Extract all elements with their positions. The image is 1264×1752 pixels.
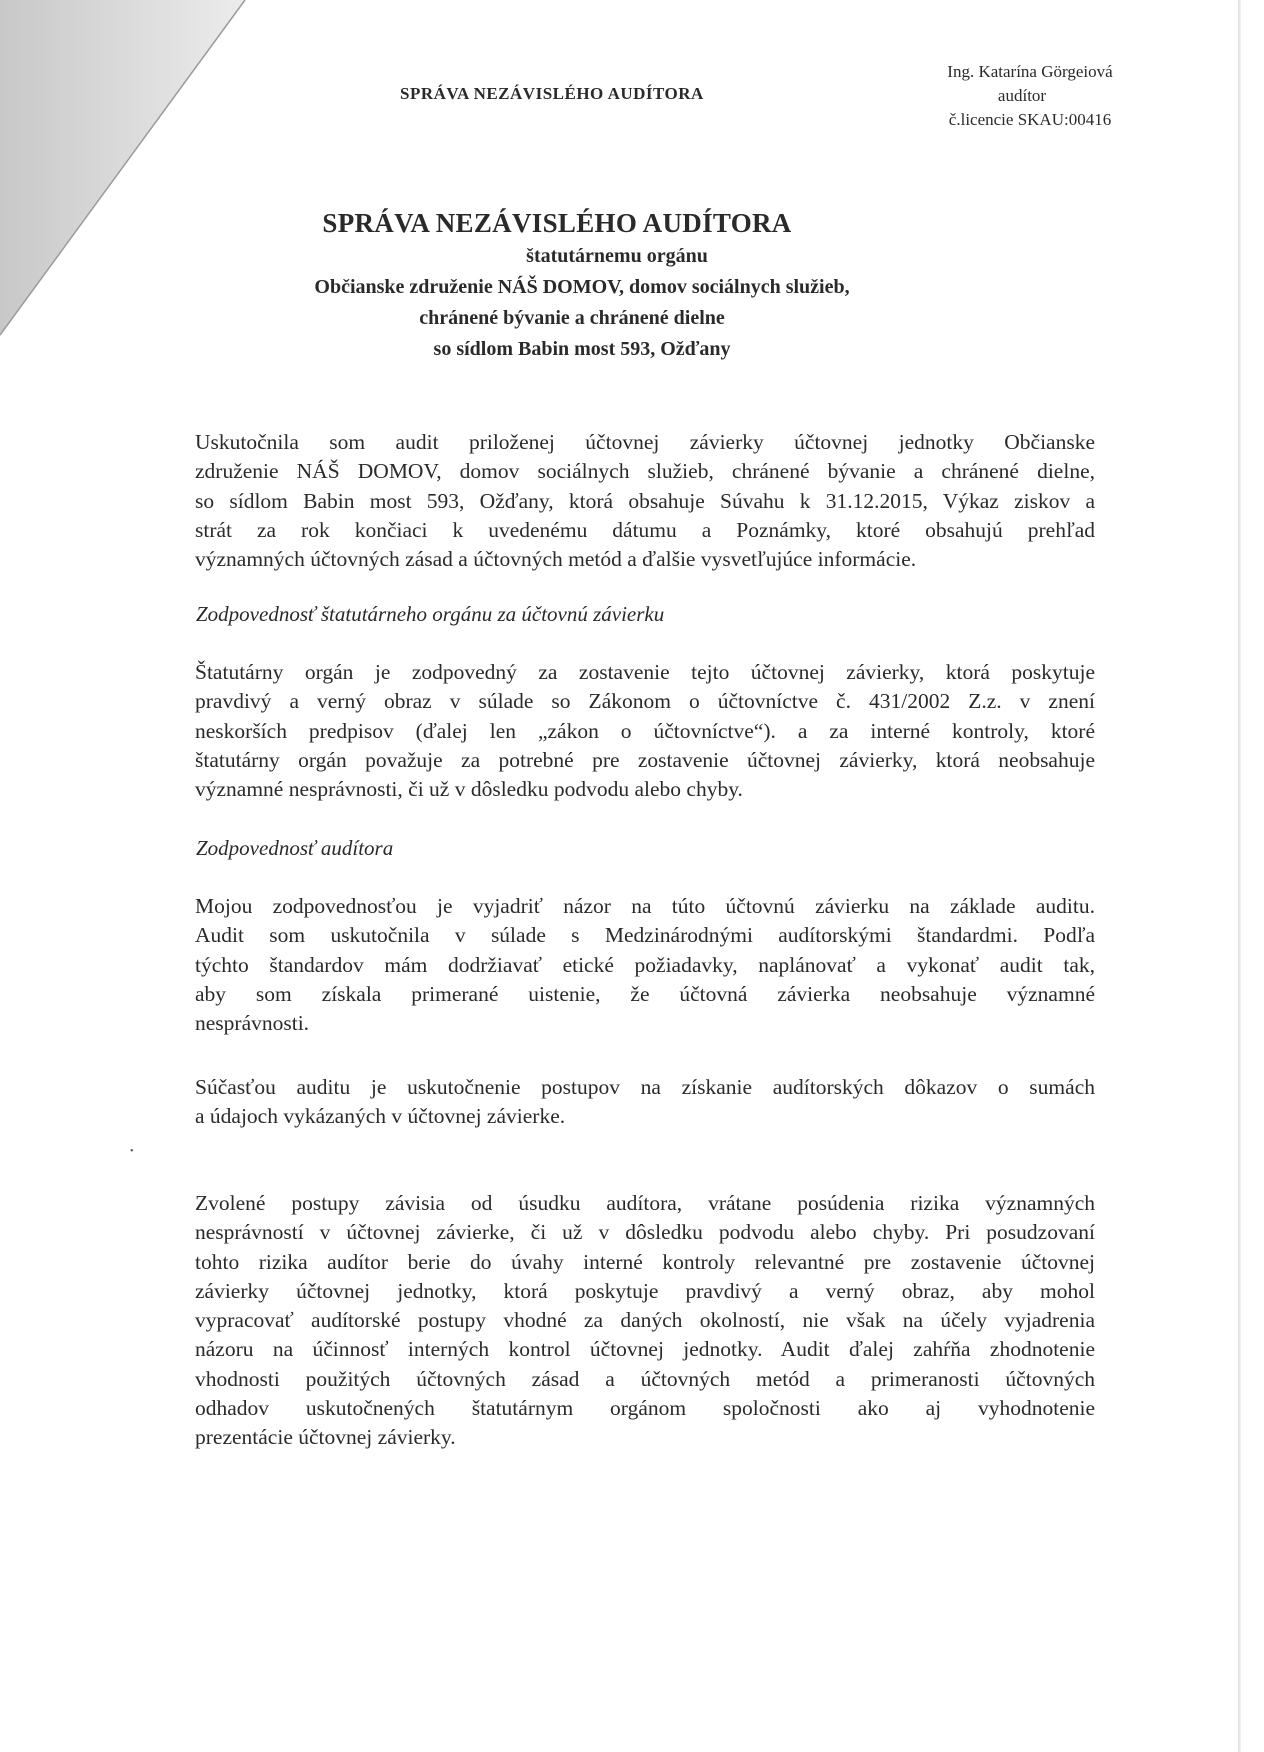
auditor-role: audítor	[997, 86, 1047, 105]
text-line: Štatutárny orgán je zodpovedný za zostavenie tejto účtovnej závierky, ktorá poskytuje	[195, 660, 1095, 684]
auditor-name: Ing. Katarína Görgeiová	[947, 62, 1113, 81]
entity-address: so sídlom Babin most 593, Ožďany	[433, 338, 731, 360]
addressee: štatutárnemu orgánu	[526, 245, 708, 267]
text-line: prezentácie účtovnej závierky.	[195, 1425, 456, 1450]
text-line: tohto rizika audítor berie do úvahy interné kontroly relevantné pre zostavenie účtovnej	[195, 1249, 1095, 1274]
statutory-paragraph	[195, 658, 1095, 804]
text-line: aby som získala primerané uistenie, že účtovná závierka neobsahuje významné	[195, 981, 1095, 1006]
text-line: významné nesprávnosti, či už v dôsledku podvodu alebo chyby.	[195, 777, 743, 802]
intro-paragraph	[195, 428, 1095, 574]
chosen-procedures-paragraph	[195, 1189, 1095, 1453]
text-line: pravdivý a verný obraz v súlade so Zákonom o účtovníctve č. 431/2002 Z.z. v znení	[195, 689, 1095, 714]
text-line: Zvolené postupy závisia od úsudku audítora, vrátane posúdenia rizika významných	[195, 1191, 1095, 1215]
text-line: Audit som uskutočnila v súlade s Medzinárodnými audítorskými štandardmi. Podľa	[195, 923, 1095, 948]
auditor-paragraph	[195, 892, 1095, 1038]
auditor-info	[920, 60, 1140, 132]
text-line: neskorších predpisov (ďalej len „zákon o účtovníctve“). a za interné kontroly, ktoré	[195, 718, 1095, 743]
procedures-paragraph	[195, 1073, 1095, 1132]
text-line: nesprávnosti.	[195, 1011, 310, 1036]
heading-auditor-responsibility: Zodpovednosť audítora	[196, 836, 394, 860]
text-line: názoru na účinnosť interných kontrol účtovnej jednotky. Audit ďalej zahŕňa zhodnotenie	[195, 1337, 1095, 1362]
text-line: významných účtovných zásad a účtovných metód a ďalšie vysvetľujúce informácie.	[195, 547, 917, 572]
auditor-license: č.licencie SKAU:00416	[948, 110, 1112, 129]
text-line: strát za rok končiaci k uvedenému dátumu a Poznámky, ktoré obsahujú prehľad	[195, 517, 1095, 542]
entity-line-1: Občianske združenie NÁŠ DOMOV, domov sociálnych služieb,	[314, 276, 850, 298]
text-line: vhodnosti použitých účtovných zásad a účtovných metód a primeranosti účtovných	[195, 1366, 1095, 1391]
text-line: štatutárny orgán považuje za potrebné pre zostavenie účtovnej závierky, ktorá neobsahuje	[195, 747, 1095, 772]
entity-line-2: chránené bývanie a chránené dielne	[419, 307, 725, 329]
text-line: vypracovať audítorské postupy vhodné za daných okolností, nie však na účely vyjadrenia	[195, 1308, 1095, 1333]
text-line: nesprávností v účtovnej závierke, či už v dôsledku podvodu alebo chyby. Pri posudzovaní	[195, 1220, 1095, 1245]
scan-speck: •	[130, 1146, 134, 1157]
text-line: Uskutočnila som audit priloženej účtovnej závierky účtovnej jednotky Občianske	[195, 430, 1095, 454]
text-line: týchto štandardov mám dodržiavať etické požiadavky, naplánovať a vykonať audit tak,	[195, 952, 1095, 977]
title-block	[0, 208, 1264, 365]
report-title: SPRÁVA NEZÁVISLÉHO AUDÍTORA	[322, 208, 792, 238]
text-line: závierky účtovnej jednotky, ktorá poskytuje pravdivý a verný obraz, aby mohol	[195, 1278, 1095, 1303]
text-line: Súčasťou auditu je uskutočnenie postupov na získanie audítorských dôkazov o sumách	[195, 1075, 1095, 1099]
text-line: a údajoch vykázaných v účtovnej závierke.	[195, 1104, 566, 1129]
text-line: so sídlom Babin most 593, Ožďany, ktorá obsahuje Súvahu k 31.12.2015, Výkaz ziskov a	[195, 488, 1095, 513]
text-line: združenie NÁŠ DOMOV, domov sociálnych služieb, chránené bývanie a chránené dielne,	[195, 459, 1095, 484]
heading-statutory-responsibility: Zodpovednosť štatutárneho orgánu za účtovnú závierku	[196, 602, 665, 626]
text-line: odhadov uskutočnených štatutárnym orgánom spoločnosti ako aj vyhodnotenie	[195, 1396, 1095, 1421]
text-line: Mojou zodpovednosťou je vyjadriť názor na túto účtovnú závierku na základe auditu.	[195, 894, 1095, 918]
header-title: SPRÁVA NEZÁVISLÉHO AUDÍTORA	[400, 84, 704, 103]
